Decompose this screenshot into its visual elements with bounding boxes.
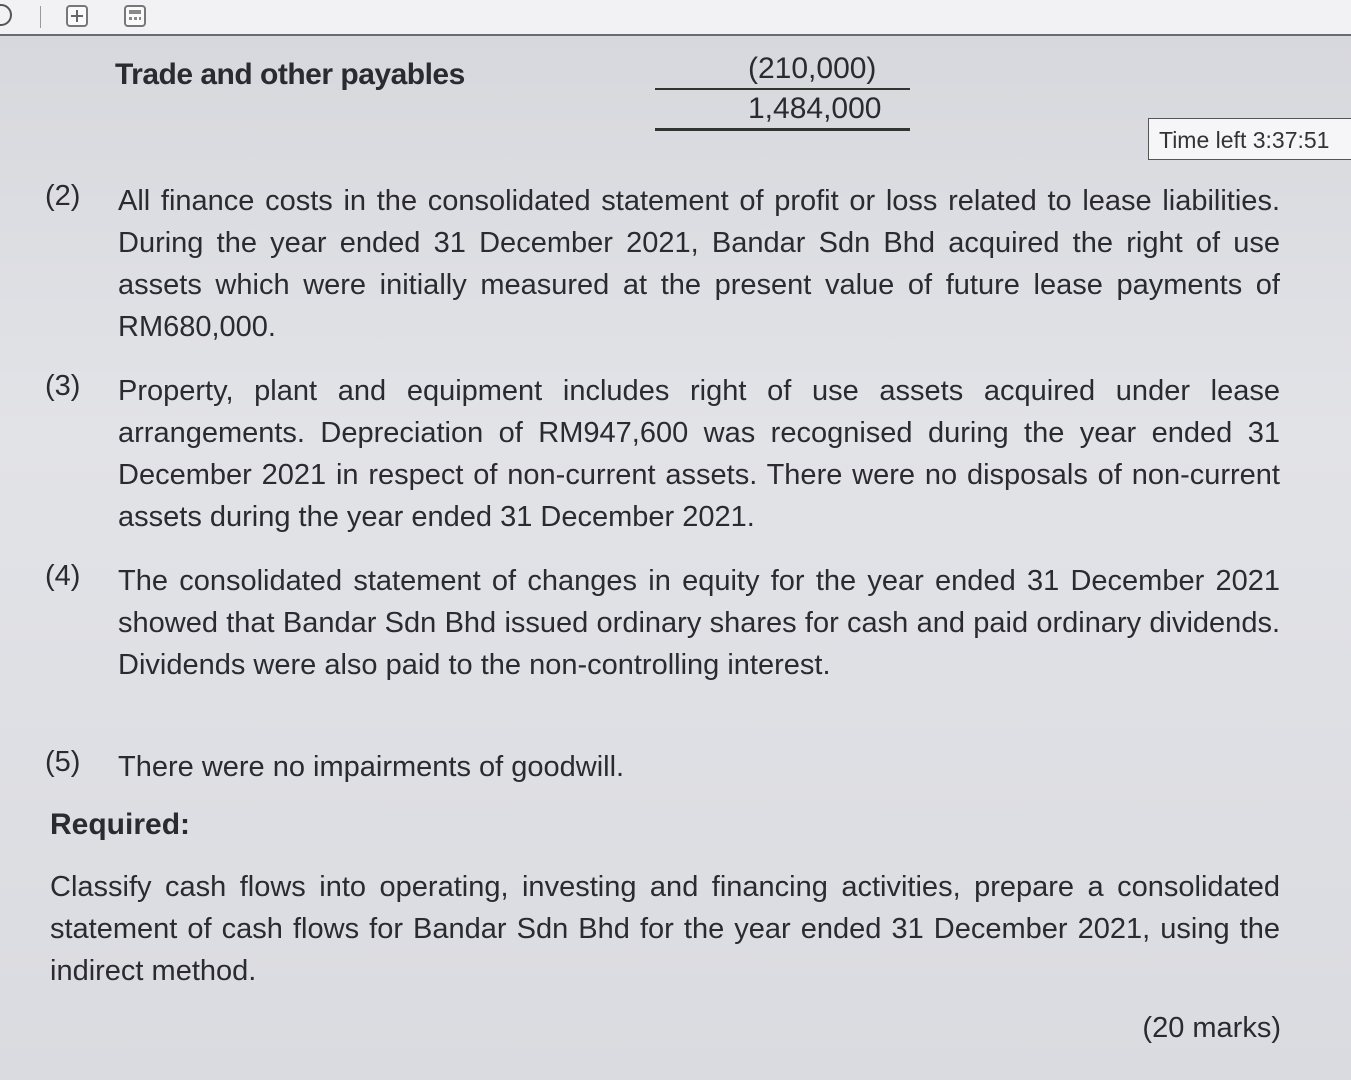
total-rule	[655, 128, 910, 131]
note-number: (5)	[45, 746, 81, 778]
note-text: The consolidated statement of changes in equity for the year ended 31 December 2021 showed that Bandar Sdn Bhd issued ordinary shares for cash and paid ordinary dividends. Dividends were also paid to the non-controlling interest.	[118, 565, 1280, 681]
note-number: (4)	[45, 560, 81, 592]
calculator-icon[interactable]	[124, 5, 146, 27]
total-value: 1,484,000	[748, 92, 882, 125]
trade-payables-label: Trade and other payables	[115, 58, 465, 91]
required-heading: Required:	[50, 808, 191, 841]
note-text: There were no impairments of goodwill.	[118, 751, 625, 783]
note-text: Property, plant and equipment includes right of use assets acquired under lease arrangements. Depreciation of RM947,600 was recognised during the year ended 31 December 2021 in respect of non-current assets. There were no disposals of non-current assets during the year ended 31 December 2021.	[118, 375, 1280, 533]
note-number: (2)	[45, 180, 81, 212]
time-left-indicator: Time left 3:37:51	[1148, 118, 1351, 160]
required-instruction: Classify cash flows into operating, investing and financing activities, prepare a consolidated statement of cash flows for Bandar Sdn Bhd for the year ended 31 December 2021, using the indirect method.	[50, 871, 1280, 987]
trade-payables-value: (210,000)	[748, 52, 877, 85]
marks-label: (20 marks)	[1142, 1012, 1281, 1044]
subtotal-rule	[655, 88, 910, 90]
viewer-toolbar	[0, 0, 1351, 36]
note-number: (3)	[45, 370, 81, 402]
note-text: All finance costs in the consolidated statement of profit or loss related to lease liabilities. During the year ended 31 December 2021, Bandar Sdn Bhd acquired the right of use assets which were initially measured at the present value of future lease payments of RM680,000.	[118, 185, 1280, 343]
add-page-icon[interactable]	[66, 5, 88, 27]
toolbar-divider	[40, 6, 41, 28]
back-icon[interactable]	[0, 4, 12, 26]
